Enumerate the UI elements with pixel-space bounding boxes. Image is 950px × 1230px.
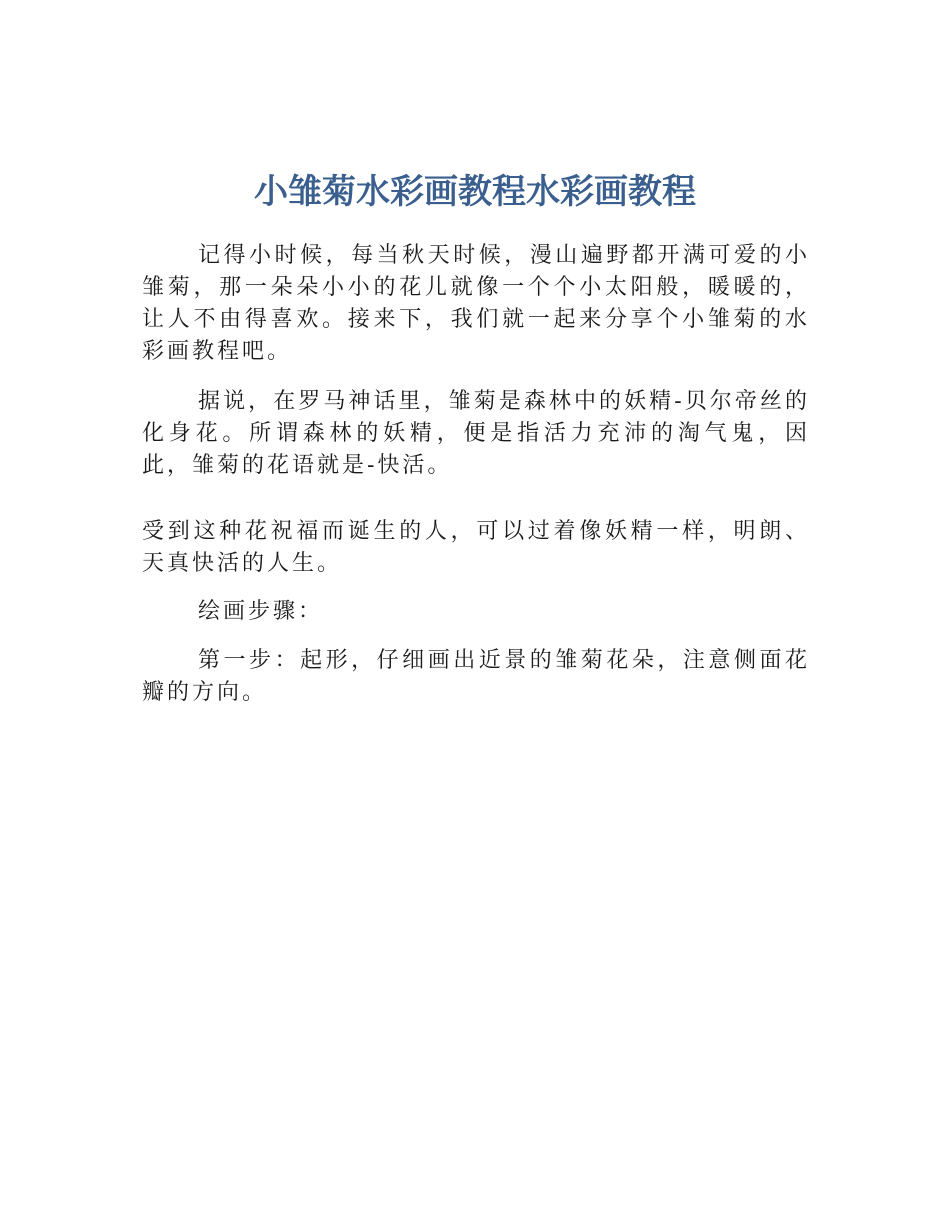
paragraph-legend: 据说，在罗马神话里，雏菊是森林中的妖精-贝尔帝丝的化身花。所谓森林的妖精，便是指活力充沛的淘气鬼，因此，雏菊的花语就是-快活。 (142, 389, 810, 478)
paragraph-blessing: 受到这种花祝福而诞生的人，可以过着像妖精一样，明朗、天真快活的人生。 (142, 519, 810, 576)
paragraph-intro: 记得小时候，每当秋天时候，漫山遍野都开满可爱的小雏菊，那一朵朵小小的花儿就像一个个小太阳般，暖暖的，让人不由得喜欢。接来下，我们就一起来分享个小雏菊的水彩画教程吧。 (142, 243, 810, 364)
paragraph-steps-heading: 绘画步骤： (198, 599, 324, 624)
document-title: 小雏菊水彩画教程水彩画教程 (254, 171, 696, 212)
paragraph-step-one: 第一步：起形，仔细画出近景的雏菊花朵，注意侧面花瓣的方向。 (142, 648, 810, 705)
